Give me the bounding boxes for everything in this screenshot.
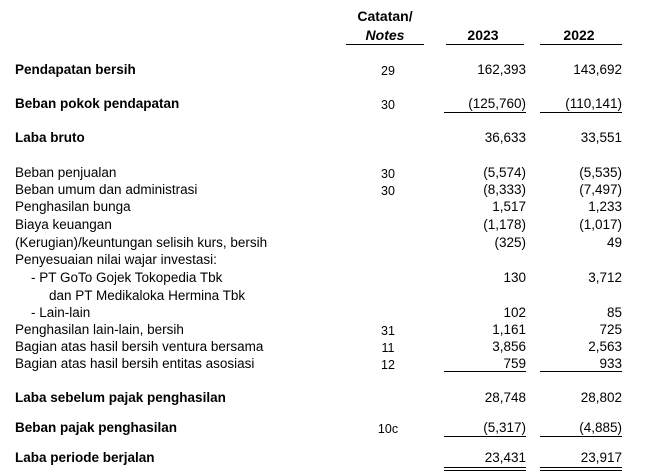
row-label: Beban umum dan administrasi [15, 182, 198, 197]
subtotal-rule-2022 [540, 436, 622, 437]
subtotal-rule-2023 [444, 112, 526, 113]
row-value-2023: (1,178) [483, 217, 526, 232]
row-note: 30 [381, 98, 395, 112]
row-label: Laba bruto [15, 130, 85, 145]
year-2022-header: 2022 [563, 27, 595, 43]
row-value-2023: 36,633 [484, 130, 526, 145]
row-value-2023: 102 [503, 305, 526, 320]
row-label: Bagian atas hasil bersih entitas asosiasi [15, 356, 255, 371]
row-note: 12 [381, 358, 395, 372]
row-value-2023: (8,333) [483, 182, 526, 197]
row-value-2023: 162,393 [477, 62, 526, 77]
notes-header-line2: Notes [365, 27, 405, 43]
year-2022-rule [540, 44, 622, 45]
row-value-2022: (5,535) [579, 165, 622, 180]
row-value-2023: 23,431 [484, 450, 526, 465]
row-value-2022: 933 [599, 356, 622, 371]
row-value-2022: (7,497) [579, 182, 622, 197]
row-value-2022: (110,141) [565, 96, 622, 111]
row-label: Penyesuaian nilai wajar investasi: [15, 252, 217, 267]
row-label: - Lain-lain [31, 305, 91, 320]
row-value-2022: 3,712 [588, 270, 622, 285]
subtotal-rule-2023 [444, 371, 526, 372]
total-double-rule-2023 [444, 470, 526, 471]
row-label: Beban pajak penghasilan [15, 420, 178, 435]
subtotal-rule-2022 [540, 371, 622, 372]
row-note: 30 [381, 184, 395, 198]
row-label: Laba periode berjalan [15, 450, 155, 465]
subtotal-rule-2023 [444, 436, 526, 437]
row-value-2022: 1,233 [588, 199, 622, 214]
row-label: dan PT Medikaloka Hermina Tbk [49, 288, 246, 303]
row-label: Laba sebelum pajak penghasilan [15, 390, 226, 405]
row-label: Biaya keuangan [15, 217, 112, 232]
row-note: 30 [381, 167, 395, 181]
row-note: 31 [381, 324, 395, 338]
row-note: 10c [377, 422, 399, 436]
row-value-2023: 1,161 [492, 322, 526, 337]
total-rule-2022 [540, 467, 622, 468]
row-value-2023: 3,856 [492, 339, 526, 354]
notes-header-rule [346, 44, 424, 45]
row-value-2023: (325) [494, 235, 526, 250]
row-value-2023: 28,748 [484, 390, 526, 405]
row-value-2023: (5,317) [483, 420, 526, 435]
row-note: 11 [381, 341, 395, 355]
row-value-2023: (5,574) [483, 165, 526, 180]
notes-header-line1: Catatan/ [357, 8, 413, 24]
row-value-2022: 143,692 [573, 62, 622, 77]
year-2023-rule [446, 44, 524, 45]
row-value-2022: 33,551 [580, 130, 622, 145]
year-2023-header: 2023 [467, 27, 499, 43]
row-label: Beban pokok pendapatan [15, 96, 180, 111]
total-double-rule-2022 [540, 470, 622, 471]
row-value-2023: 1,517 [492, 199, 526, 214]
row-value-2023: (125,760) [468, 96, 526, 111]
total-rule-2023 [444, 467, 526, 468]
row-value-2022: 2,563 [588, 339, 622, 354]
row-label: Penghasilan lain-lain, bersih [15, 322, 184, 337]
row-value-2022: (4,885) [579, 420, 622, 435]
row-value-2022: 28,802 [580, 390, 622, 405]
row-value-2023: 759 [503, 356, 526, 371]
row-label: Beban penjualan [15, 165, 117, 180]
subtotal-rule-2022 [540, 112, 622, 113]
row-value-2023: 130 [503, 270, 526, 285]
row-value-2022: 23,917 [580, 450, 622, 465]
row-value-2022: (1,017) [579, 217, 622, 232]
row-label: Penghasilan bunga [15, 199, 131, 214]
row-note: 29 [381, 64, 395, 78]
row-label: Bagian atas hasil bersih ventura bersama [15, 339, 264, 354]
row-label: (Kerugian)/keuntungan selisih kurs, bersih [15, 235, 268, 250]
row-label: Pendapatan bersih [15, 62, 136, 77]
row-value-2022: 49 [606, 235, 622, 250]
row-value-2022: 85 [606, 305, 622, 320]
row-label: - PT GoTo Gojek Tokopedia Tbk [31, 270, 223, 285]
row-value-2022: 725 [599, 322, 622, 337]
